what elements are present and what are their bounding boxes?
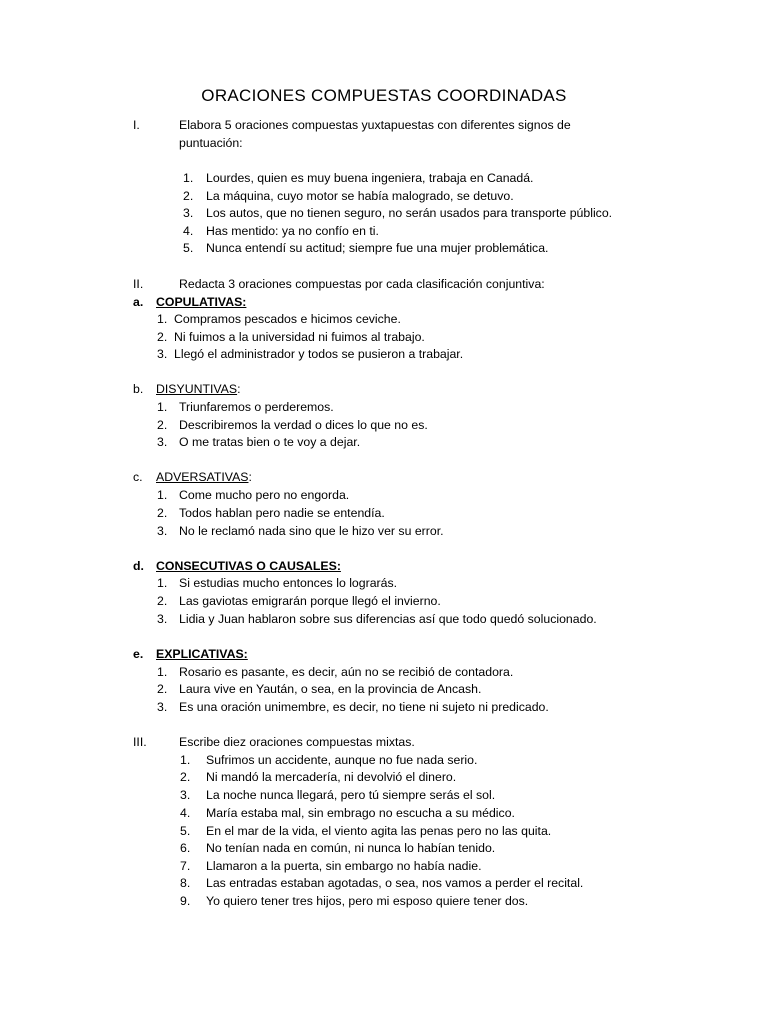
section-2-numeral: II.: [133, 277, 144, 291]
list-item: Ni fuimos a la universidad ni fuimos al trabajo.: [174, 330, 425, 344]
list-item-number: 4.: [180, 806, 191, 820]
list-item-number: 4.: [183, 224, 194, 238]
list-item-number: 2.: [183, 189, 194, 203]
list-item: No le reclamó nada sino que le hizo ver su error.: [179, 524, 444, 538]
list-item-number: 3.: [183, 206, 194, 220]
list-item: Lourdes, quien es muy buena ingeniera, trabaja en Canadá.: [206, 171, 534, 185]
list-item: Es una oración unimembre, es decir, no tiene ni sujeto ni predicado.: [179, 700, 549, 714]
subsection-b-letter: b.: [133, 382, 144, 396]
list-item: Las gaviotas emigrarán porque llegó el invierno.: [179, 594, 441, 608]
subsection-a-letter: a.: [133, 295, 144, 309]
list-item-number: 2.: [157, 506, 168, 520]
list-item-number: 1.: [157, 665, 168, 679]
list-item-number: 5.: [183, 241, 194, 255]
subsection-d-letter: d.: [133, 559, 144, 573]
list-item: La noche nunca llegará, pero tú siempre serás el sol.: [206, 788, 496, 802]
list-item: Describiremos la verdad o dices lo que no es.: [179, 418, 428, 432]
subsection-d-heading: CONSECUTIVAS O CAUSALES:: [156, 559, 341, 573]
list-item-number: 3.: [157, 700, 168, 714]
section-2-instruction: Redacta 3 oraciones compuestas por cada clasificación conjuntiva:: [179, 277, 545, 291]
list-item-number: 3.: [157, 524, 168, 538]
list-item: Yo quiero tener tres hijos, pero mi esposo quiere tener dos.: [206, 894, 529, 908]
list-item: Llegó el administrador y todos se pusieron a trabajar.: [174, 347, 464, 361]
list-item-number: 2.: [157, 418, 168, 432]
list-item: O me tratas bien o te voy a dejar.: [179, 435, 361, 449]
list-item: Nunca entendí su actitud; siempre fue una mujer problemática.: [206, 241, 549, 255]
document-title: ORACIONES COMPUESTAS COORDINADAS: [201, 86, 567, 105]
section-3-numeral: III.: [133, 735, 147, 749]
list-item: Los autos, que no tienen seguro, no serán usados para transporte público.: [206, 206, 613, 220]
list-item-number: 3.: [180, 788, 191, 802]
list-item-number: 1.: [157, 312, 168, 326]
subsection-c-colon: :: [248, 470, 252, 484]
list-item: María estaba mal, sin embrago no escucha a su médico.: [206, 806, 515, 820]
list-item: Lidia y Juan hablaron sobre sus diferencias así que todo quedó solucionado.: [179, 612, 597, 626]
list-item: Llamaron a la puerta, sin embargo no había nadie.: [206, 859, 482, 873]
list-item: Si estudias mucho entonces lo lograrás.: [179, 576, 398, 590]
list-item-number: 9.: [180, 894, 191, 908]
section-1-instruction: Elabora 5 oraciones compuestas yuxtapuestas con diferentes signos de: [179, 118, 571, 132]
subsection-b-heading-wrap: [156, 381, 241, 398]
list-item-number: 2.: [157, 682, 168, 696]
list-item-number: 7.: [180, 859, 191, 873]
list-item: Rosario es pasante, es decir, aún no se recibió de contadora.: [179, 665, 514, 679]
subsection-e-heading: EXPLICATIVAS:: [156, 647, 248, 661]
list-item: No tenían nada en común, ni nunca lo habían tenido.: [206, 841, 496, 855]
list-item-number: 1.: [180, 753, 191, 767]
subsection-e-letter: e.: [133, 647, 144, 661]
list-item-number: 8.: [180, 876, 191, 890]
list-item: En el mar de la vida, el viento agita las penas pero no las quita.: [206, 824, 552, 838]
list-item-number: 2.: [157, 594, 168, 608]
list-item-number: 1.: [157, 400, 168, 414]
subsection-b-colon: :: [237, 382, 241, 396]
list-item: Las entradas estaban agotadas, o sea, nos vamos a perder el recital.: [206, 876, 584, 890]
list-item: Compramos pescados e hicimos ceviche.: [174, 312, 401, 326]
list-item: Ni mandó la mercadería, ni devolvió el dinero.: [206, 770, 457, 784]
section-1-numeral: I.: [133, 118, 140, 132]
section-1-instruction-cont: puntuación:: [179, 136, 243, 150]
list-item: Laura vive en Yaután, o sea, en la provincia de Ancash.: [179, 682, 482, 696]
subsection-a-heading: COPULATIVAS:: [156, 295, 247, 309]
list-item-number: 1.: [157, 576, 168, 590]
list-item-number: 1.: [157, 488, 168, 502]
list-item: La máquina, cuyo motor se había malogrado, se detuvo.: [206, 189, 514, 203]
list-item-number: 5.: [180, 824, 191, 838]
list-item-number: 1.: [183, 171, 194, 185]
list-item-number: 3.: [157, 612, 168, 626]
list-item-number: 2.: [157, 330, 168, 344]
list-item-number: 6.: [180, 841, 191, 855]
list-item: Sufrimos un accidente, aunque no fue nada serio.: [206, 753, 478, 767]
section-3-instruction: Escribe diez oraciones compuestas mixtas.: [179, 735, 415, 749]
subsection-c-heading-wrap: [156, 469, 252, 486]
list-item: Come mucho pero no engorda.: [179, 488, 350, 502]
list-item: Has mentido: ya no confío en ti.: [206, 224, 379, 238]
list-item: Triunfaremos o perderemos.: [179, 400, 334, 414]
list-item-number: 2.: [180, 770, 191, 784]
list-item-number: 3.: [157, 435, 168, 449]
subsection-c-heading: ADVERSATIVAS: [156, 470, 249, 484]
subsection-c-letter: c.: [133, 470, 143, 484]
subsection-b-heading: DISYUNTIVAS: [156, 382, 238, 396]
list-item: Todos hablan pero nadie se entendía.: [179, 506, 385, 520]
list-item-number: 3.: [157, 347, 168, 361]
